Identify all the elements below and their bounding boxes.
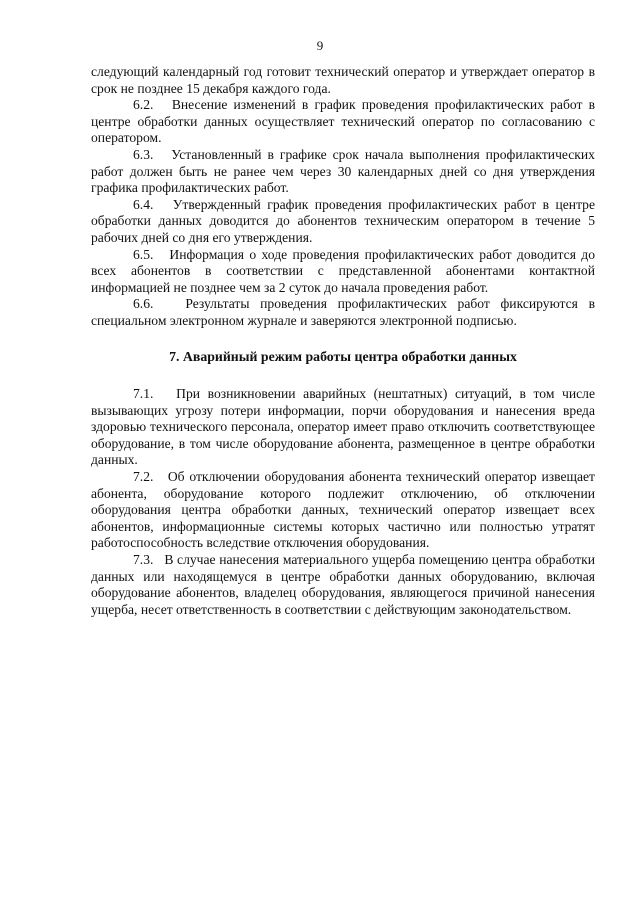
paragraph-text: Внесение изменений в график проведения профилактических работ в центре обработки данных осуществляет технический оператор по согласованию с оператором.: [91, 97, 595, 146]
paragraph-number: 7.1.: [133, 386, 154, 402]
paragraph-6-4: [91, 197, 595, 247]
paragraph-7-3: [91, 552, 595, 618]
paragraph-6-6: [91, 296, 595, 329]
paragraph-text: Информация о ходе проведения профилактических работ доводится до всех абонентов в соответствии с представленной абонентами контактной информацией не позднее чем за 2 суток до начала проведения работ.: [91, 246, 595, 295]
paragraph-number: 7.2.: [133, 469, 154, 485]
paragraph-number: 7.3.: [133, 552, 154, 568]
paragraph-text: Результаты проведения профилактических работ фиксируются в специальном электронном журнале и заверяются электронной подписью.: [91, 296, 595, 328]
paragraph-number: 6.3.: [133, 146, 154, 162]
paragraph-6-3: [91, 147, 595, 197]
paragraph-number: 6.5.: [133, 246, 154, 262]
paragraph-number: 6.4.: [133, 196, 154, 212]
section-title: 7. Аварийный режим работы центра обработки данных: [169, 348, 517, 364]
document-body: [91, 64, 595, 618]
paragraph-7-1: [91, 386, 595, 469]
paragraph-7-2: [91, 469, 595, 552]
paragraph-6-1-continuation: [91, 64, 595, 97]
paragraph-number: 6.6.: [133, 296, 154, 312]
paragraph-6-2: [91, 97, 595, 147]
paragraph-text: следующий календарный год готовит технический оператор и утверждает оператор в срок не позднее 15 декабря каждого года.: [91, 64, 595, 96]
paragraph-text: В случае нанесения материального ущерба помещению центра обработки данных или находящемуся в центре обработки данных оборудованию, включая оборудование абонентов, владелец оборудования, являющегося причиной нанесения ущерба, несет ответственность в соответствии с действующим законодательством.: [91, 552, 595, 617]
page-number: 9: [316, 38, 324, 53]
paragraph-text: При возникновении аварийных (нештатных) ситуаций, в том числе вызывающих угрозу потери информации, порчи оборудования и нанесения вреда здоровью технического персонала, оператор имеет право отключить соответствующее оборудование, в том числе оборудование абонента, размещенное в центре обработки данных.: [91, 386, 595, 468]
paragraph-text: Об отключении оборудования абонента технический оператор извещает абонента, оборудование которого подлежит отключению, об отключении оборудования центра обработки данных, технический оператор извещает всех абонентов, информационные системы которых частично или полностью утратят работоспособность вследствие отключения оборудования.: [91, 469, 595, 551]
paragraph-text: Утвержденный график проведения профилактических работ в центре обработки данных доводится до абонентов техническим оператором в течение 5 рабочих дней со дня его утверждения.: [91, 196, 596, 245]
paragraph-number: 6.2.: [133, 97, 154, 113]
paragraph-text: Установленный в графике срок начала выполнения профилактических работ должен быть не ранее чем через 30 календарных дней со дня утверждения графика профилактических работ.: [91, 146, 595, 196]
paragraph-6-5: [91, 247, 595, 297]
